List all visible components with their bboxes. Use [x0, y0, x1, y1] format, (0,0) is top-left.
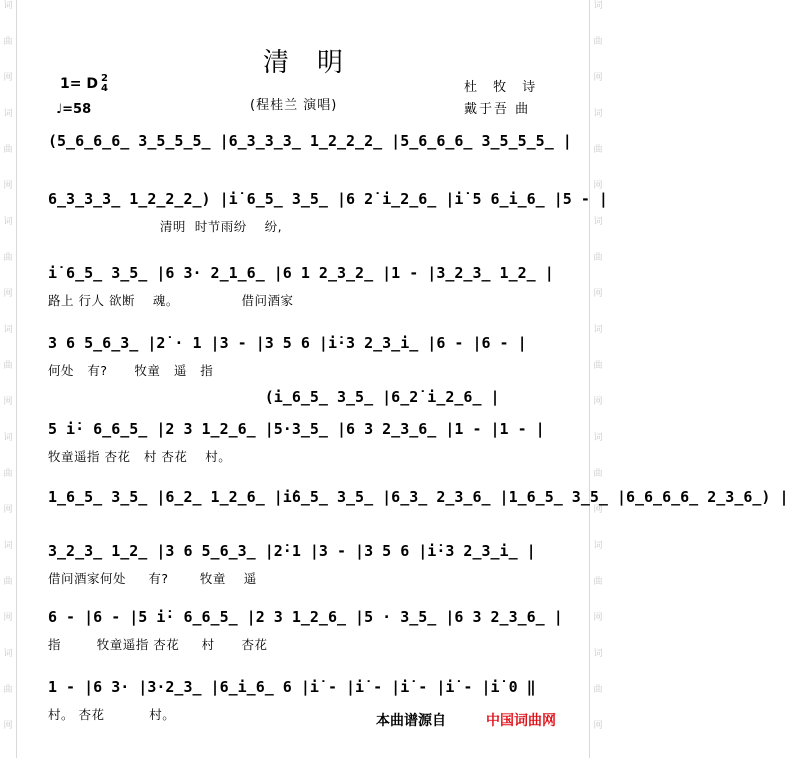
watermark-glyph: 曲 — [3, 685, 13, 695]
watermark-glyph: 曲 — [593, 577, 603, 587]
notes-line: 1̲6̲5̲ 3̲5̲ |6̲2̲ 1̲2̲6̲ |i̇6̲5̲ 3̲5̲ |6̲3̲ 2̲3̲6̲ |1̲6̲5̲ 3̲5̲ |6̲6̲6̲6̲ 2̲3̲6̲) | — [48, 488, 789, 506]
notes-line: 3 6 5̲6̲3̲ |2̇ · 1 |3 - |3 5 6 |i̇·3 2̲3̲i̲ |6 - |6 - | — [48, 334, 527, 352]
notes-line: 6 - |6 - |5 i̇· 6̲6̲5̲ |2 3 1̲2̲6̲ |5 · 3̲5̲ |6 3 2̲3̲6̲ | — [48, 608, 563, 626]
watermark-glyph: 网 — [3, 73, 13, 83]
score-system-7 — [48, 486, 789, 508]
key-label: 1= D — [60, 76, 98, 92]
notes-line: 6̲3̲3̲3̲ 1̲2̲2̲2̲) |i̇ 6̲5̲ 3̲5̲ |6 2̇ i̲2̲6̲ |i̇ 5 6̲i̲6̲ |5 - | — [48, 190, 608, 208]
score-system-4 — [48, 332, 568, 380]
watermark-glyph: 网 — [593, 73, 603, 83]
side-watermark-right — [589, 0, 606, 758]
site-name-link[interactable]: 中国词曲网 — [486, 713, 556, 729]
watermark-glyph: 词 — [3, 325, 13, 335]
notes-line: 3̲2̲3̲ 1̲2̲ |3 6 5̲6̲3̲ |2̇·1 |3 - |3 5 6 |i̇·3 2̲3̲i̲ | — [48, 542, 536, 560]
score-system-1 — [48, 130, 572, 178]
watermark-glyph: 网 — [3, 721, 13, 731]
watermark-glyph: 网 — [3, 505, 13, 515]
score-system-3 — [48, 262, 568, 310]
lyric-line: 何处 有? 牧童 遥 指 — [48, 363, 258, 378]
tempo-marking: ♩=58 — [56, 102, 92, 117]
watermark-glyph: 曲 — [3, 469, 13, 479]
watermark-glyph: 曲 — [593, 253, 603, 263]
watermark-glyph: 网 — [593, 721, 603, 731]
watermark-glyph: 网 — [593, 181, 603, 191]
song-title: 清明 — [262, 48, 371, 78]
watermark-glyph: 网 — [593, 397, 603, 407]
watermark-glyph: 网 — [3, 289, 13, 299]
notes-line: 5 i̇· 6̲6̲5̲ |2 3 1̲2̲6̲ |5·3̲5̲ |6 3 2̲3̲6̲ |1 - |1 - | — [48, 420, 545, 438]
watermark-glyph: 网 — [3, 181, 13, 191]
watermark-glyph: 曲 — [593, 469, 603, 479]
notes-line: (i̲6̲5̲ 3̲5̲ |6̲2̇ i̲2̲6̲ | — [48, 388, 500, 406]
watermark-glyph: 曲 — [3, 361, 13, 371]
score-system-6 — [48, 418, 568, 466]
watermark-glyph: 词 — [593, 1, 603, 11]
watermark-glyph: 曲 — [3, 145, 13, 155]
time-signature — [101, 74, 108, 94]
watermark-glyph: 词 — [3, 217, 13, 227]
side-watermark-left — [0, 0, 17, 758]
watermark-glyph: 词 — [3, 541, 13, 551]
watermark-glyph: 网 — [3, 397, 13, 407]
watermark-glyph: 曲 — [3, 253, 13, 263]
key-signature — [60, 74, 108, 94]
score-system-5 — [48, 386, 568, 408]
watermark-glyph: 词 — [593, 325, 603, 335]
time-signature-bottom: 4 — [100, 83, 108, 94]
watermark-glyph: 词 — [3, 1, 13, 11]
watermark-glyph: 曲 — [593, 37, 603, 47]
watermark-glyph: 词 — [593, 541, 603, 551]
lyric-line: 路上 行人 欲断 魂。 借问酒家 — [48, 293, 294, 308]
notes-line: (5̲6̲6̲6̲ 3̲5̲5̲5̲ |6̲3̲3̲3̲ 1̲2̲2̲2̲ |5̲6̲6̲6̲ 3̲5̲5̲5̲ | — [48, 132, 572, 150]
watermark-glyph: 词 — [593, 109, 603, 119]
watermark-glyph: 曲 — [3, 37, 13, 47]
lyric-line: 借问酒家何处 有? 牧童 遥 — [48, 571, 266, 586]
time-signature-top: 2 — [100, 73, 108, 84]
watermark-glyph: 词 — [593, 433, 603, 443]
lyric-line: 清明 时节雨纷 纷, — [48, 219, 301, 234]
watermark-glyph: 词 — [3, 649, 13, 659]
source-note: 本曲谱源自 — [376, 713, 446, 729]
score-system-9 — [48, 606, 568, 654]
watermark-glyph: 词 — [3, 109, 13, 119]
watermark-glyph: 网 — [593, 613, 603, 623]
watermark-glyph: 网 — [3, 613, 13, 623]
watermark-glyph: 词 — [3, 433, 13, 443]
lyric-line: 指 牧童遥指 杏花 村 杏花 — [48, 637, 268, 652]
lyric-line — [48, 160, 568, 178]
watermark-glyph: 曲 — [593, 145, 603, 155]
lyric-line: 村。 杏花 村。 — [48, 707, 176, 722]
lyricist-credit: 杜 牧 诗 — [464, 80, 542, 95]
watermark-glyph: 网 — [593, 505, 603, 515]
watermark-glyph: 曲 — [593, 685, 603, 695]
composer-credit: 戴于吾 曲 — [464, 102, 531, 117]
watermark-glyph: 词 — [593, 217, 603, 227]
score-system-8 — [48, 540, 568, 588]
watermark-glyph: 词 — [593, 649, 603, 659]
watermark-glyph: 网 — [593, 289, 603, 299]
notes-line: i̇ 6̲5̲ 3̲5̲ |6 3· 2̲1̲6̲ |6 1 2̲3̲2̲ |1 - |3̲2̲3̲ 1̲2̲ | — [48, 264, 554, 282]
watermark-glyph: 曲 — [3, 577, 13, 587]
watermark-glyph: 曲 — [593, 361, 603, 371]
notes-line: 1 - |6 3· |3·2̲3̲ |6̲i̲6̲ 6 |i̇ - |i̇ - |i̇ - |i̇ - |i̇ 0 ‖ — [48, 678, 536, 696]
score-system-2 — [48, 188, 608, 236]
singer-credit: (程桂兰 演唱) — [250, 98, 338, 113]
lyric-line: 牧童遥指 杏花 村 杏花 村。 — [48, 449, 272, 464]
